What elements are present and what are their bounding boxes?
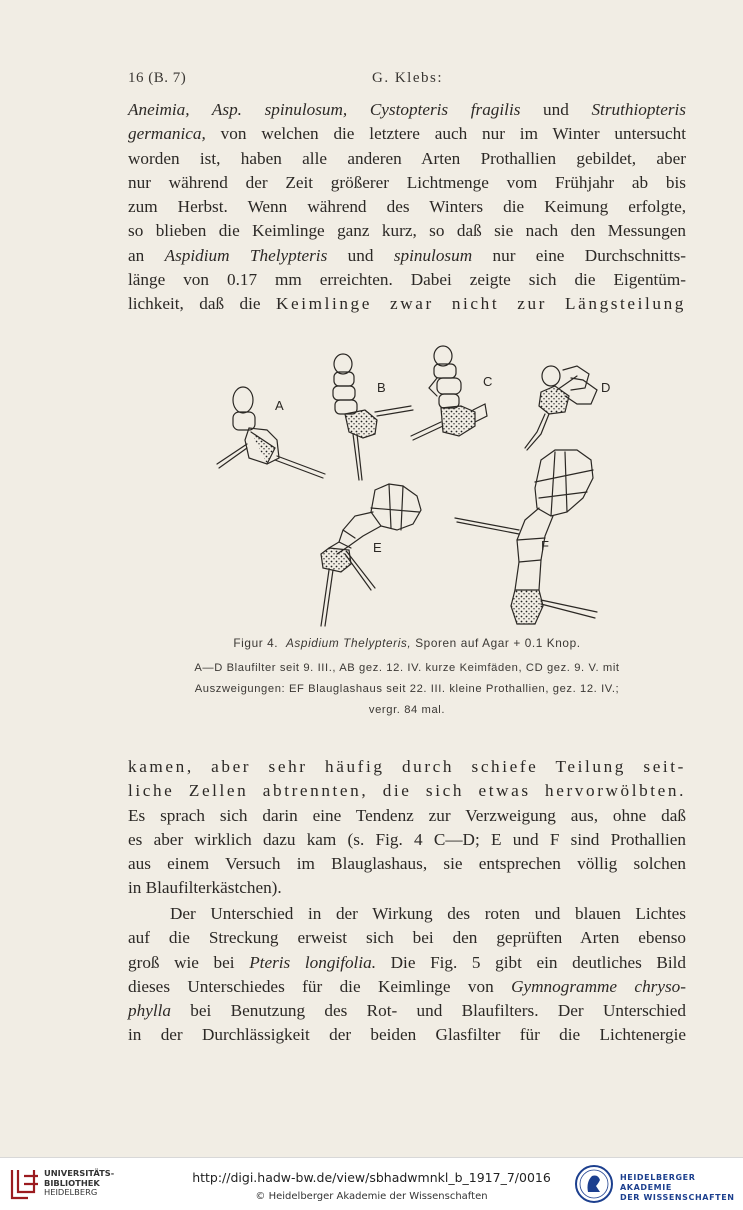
text-line: groß wie bei Pteris longifolia. Die Fig. 5 gibt ein deutliches Bild [128, 952, 687, 972]
text-line: liche Zellen abtrennten, die sich etwas hervorwölbten. [128, 781, 686, 801]
figure-label-a: A [275, 398, 284, 413]
paragraph-2 [128, 755, 686, 901]
figure-caption-line: Auszweigungen: EF Blauglashaus seit 22. III. kleine Prothallien, gez. 12. IV.; [194, 683, 620, 695]
text-line: Der Unterschied in der Wirkung des roten und blauen Lichtes [170, 904, 686, 923]
seedling-b-drawing [333, 354, 413, 480]
figure-caption-line: A—D Blaufilter seit 9. III., AB gez. 12. IV. kurze Keimfäden, CD gez. 9. V. mit [194, 662, 620, 674]
academy-seal-icon[interactable] [574, 1164, 614, 1204]
figure-label-d: D [601, 380, 611, 395]
viewer-footer [0, 1157, 743, 1210]
seedling-d-drawing [525, 366, 597, 450]
running-header [128, 70, 688, 92]
text-line: nur während der Zeit größerer Lichtmenge vom Frühjahr ab bis [128, 172, 686, 192]
figure-label-b: B [377, 380, 386, 395]
prothallium-e-drawing [321, 484, 421, 626]
figure-caption-title: Figur 4. Aspidium Thelypteris, Sporen auf Agar + 0.1 Knop. [233, 636, 581, 650]
paragraph-1 [128, 98, 686, 317]
text-line: länge von 0.17 mm erreichten. Dabei zeigte sich die Eigentüm- [128, 270, 686, 290]
text-line: phylla bei Benutzung des Rot- und Blaufilters. Der Unterschied [128, 1001, 686, 1021]
copyright-notice: © Heidelberger Akademie der Wissenschaften [255, 1191, 488, 1202]
text-line: dieses Unterschiedes für die Keimlinge von Gymnogramme chryso- [128, 976, 686, 996]
running-author: G. Klebs: [372, 70, 443, 86]
text-line: an Aspidium Thelypteris und spinulosum nur eine Durchschnitts- [128, 245, 686, 265]
paragraph-3 [128, 902, 686, 1048]
figure-label-e: E [373, 540, 382, 555]
academy-name: HEIDELBERGER AKADEMIE DER WISSENSCHAFTEN [620, 1173, 735, 1202]
text-line: in der Durchlässigkeit der beiden Glasfilter für die Lichtenergie [128, 1025, 686, 1045]
figure-label-c: C [483, 374, 493, 389]
permalink-url[interactable]: http://digi.hadw-bw.de/view/sbhadwmnkl_b_1917_7/0016 [192, 1170, 551, 1185]
botanical-figure-4 [205, 340, 625, 630]
prothallium-f-drawing [455, 450, 597, 624]
text-line: lichkeit, daß die Keimlinge zwar nicht zur Längsteilung [128, 294, 686, 314]
text-line: germanica, von welchen die letztere auch nur im Winter untersucht [128, 124, 686, 144]
seedling-c-drawing [411, 346, 487, 440]
text-line: Aneimia, Asp. spinulosum, Cystopteris fragilis und Struthiopteris [128, 100, 686, 119]
text-line: kamen, aber sehr häufig durch schiefe Teilung seit- [128, 757, 686, 776]
seedling-a-drawing [217, 387, 325, 478]
text-line: Es sprach sich darin eine Tendenz zur Verzweigung aus, ohne daß [128, 805, 686, 825]
text-line: worden ist, haben alle anderen Arten Prothallien gebildet, aber [128, 148, 686, 168]
figure-caption-line: vergr. 84 mal. [368, 704, 446, 716]
figure-label-f: F [541, 538, 549, 553]
text-line: so blieben die Keimlinge ganz kurz, so daß sie nach den Messungen [128, 221, 686, 241]
text-line: aus einem Versuch im Blauglashaus, sie entsprechen völlig solchen [128, 854, 686, 874]
text-line: in Blaufilterkästchen). [128, 878, 282, 898]
text-line: auf die Streckung erweist sich bei den geprüften Arten ebenso [128, 928, 686, 948]
page-number: 16 (B. 7) [128, 70, 187, 86]
text-line: es aber wirklich dazu kam (s. Fig. 4 C—D; E und F sind Prothallien [128, 829, 686, 849]
text-line: zum Herbst. Wenn während des Winters die Keimung erfolgte, [128, 197, 686, 217]
university-library-name: UNIVERSITÄTS- BIBLIOTHEK HEIDELBERG [44, 1168, 115, 1197]
